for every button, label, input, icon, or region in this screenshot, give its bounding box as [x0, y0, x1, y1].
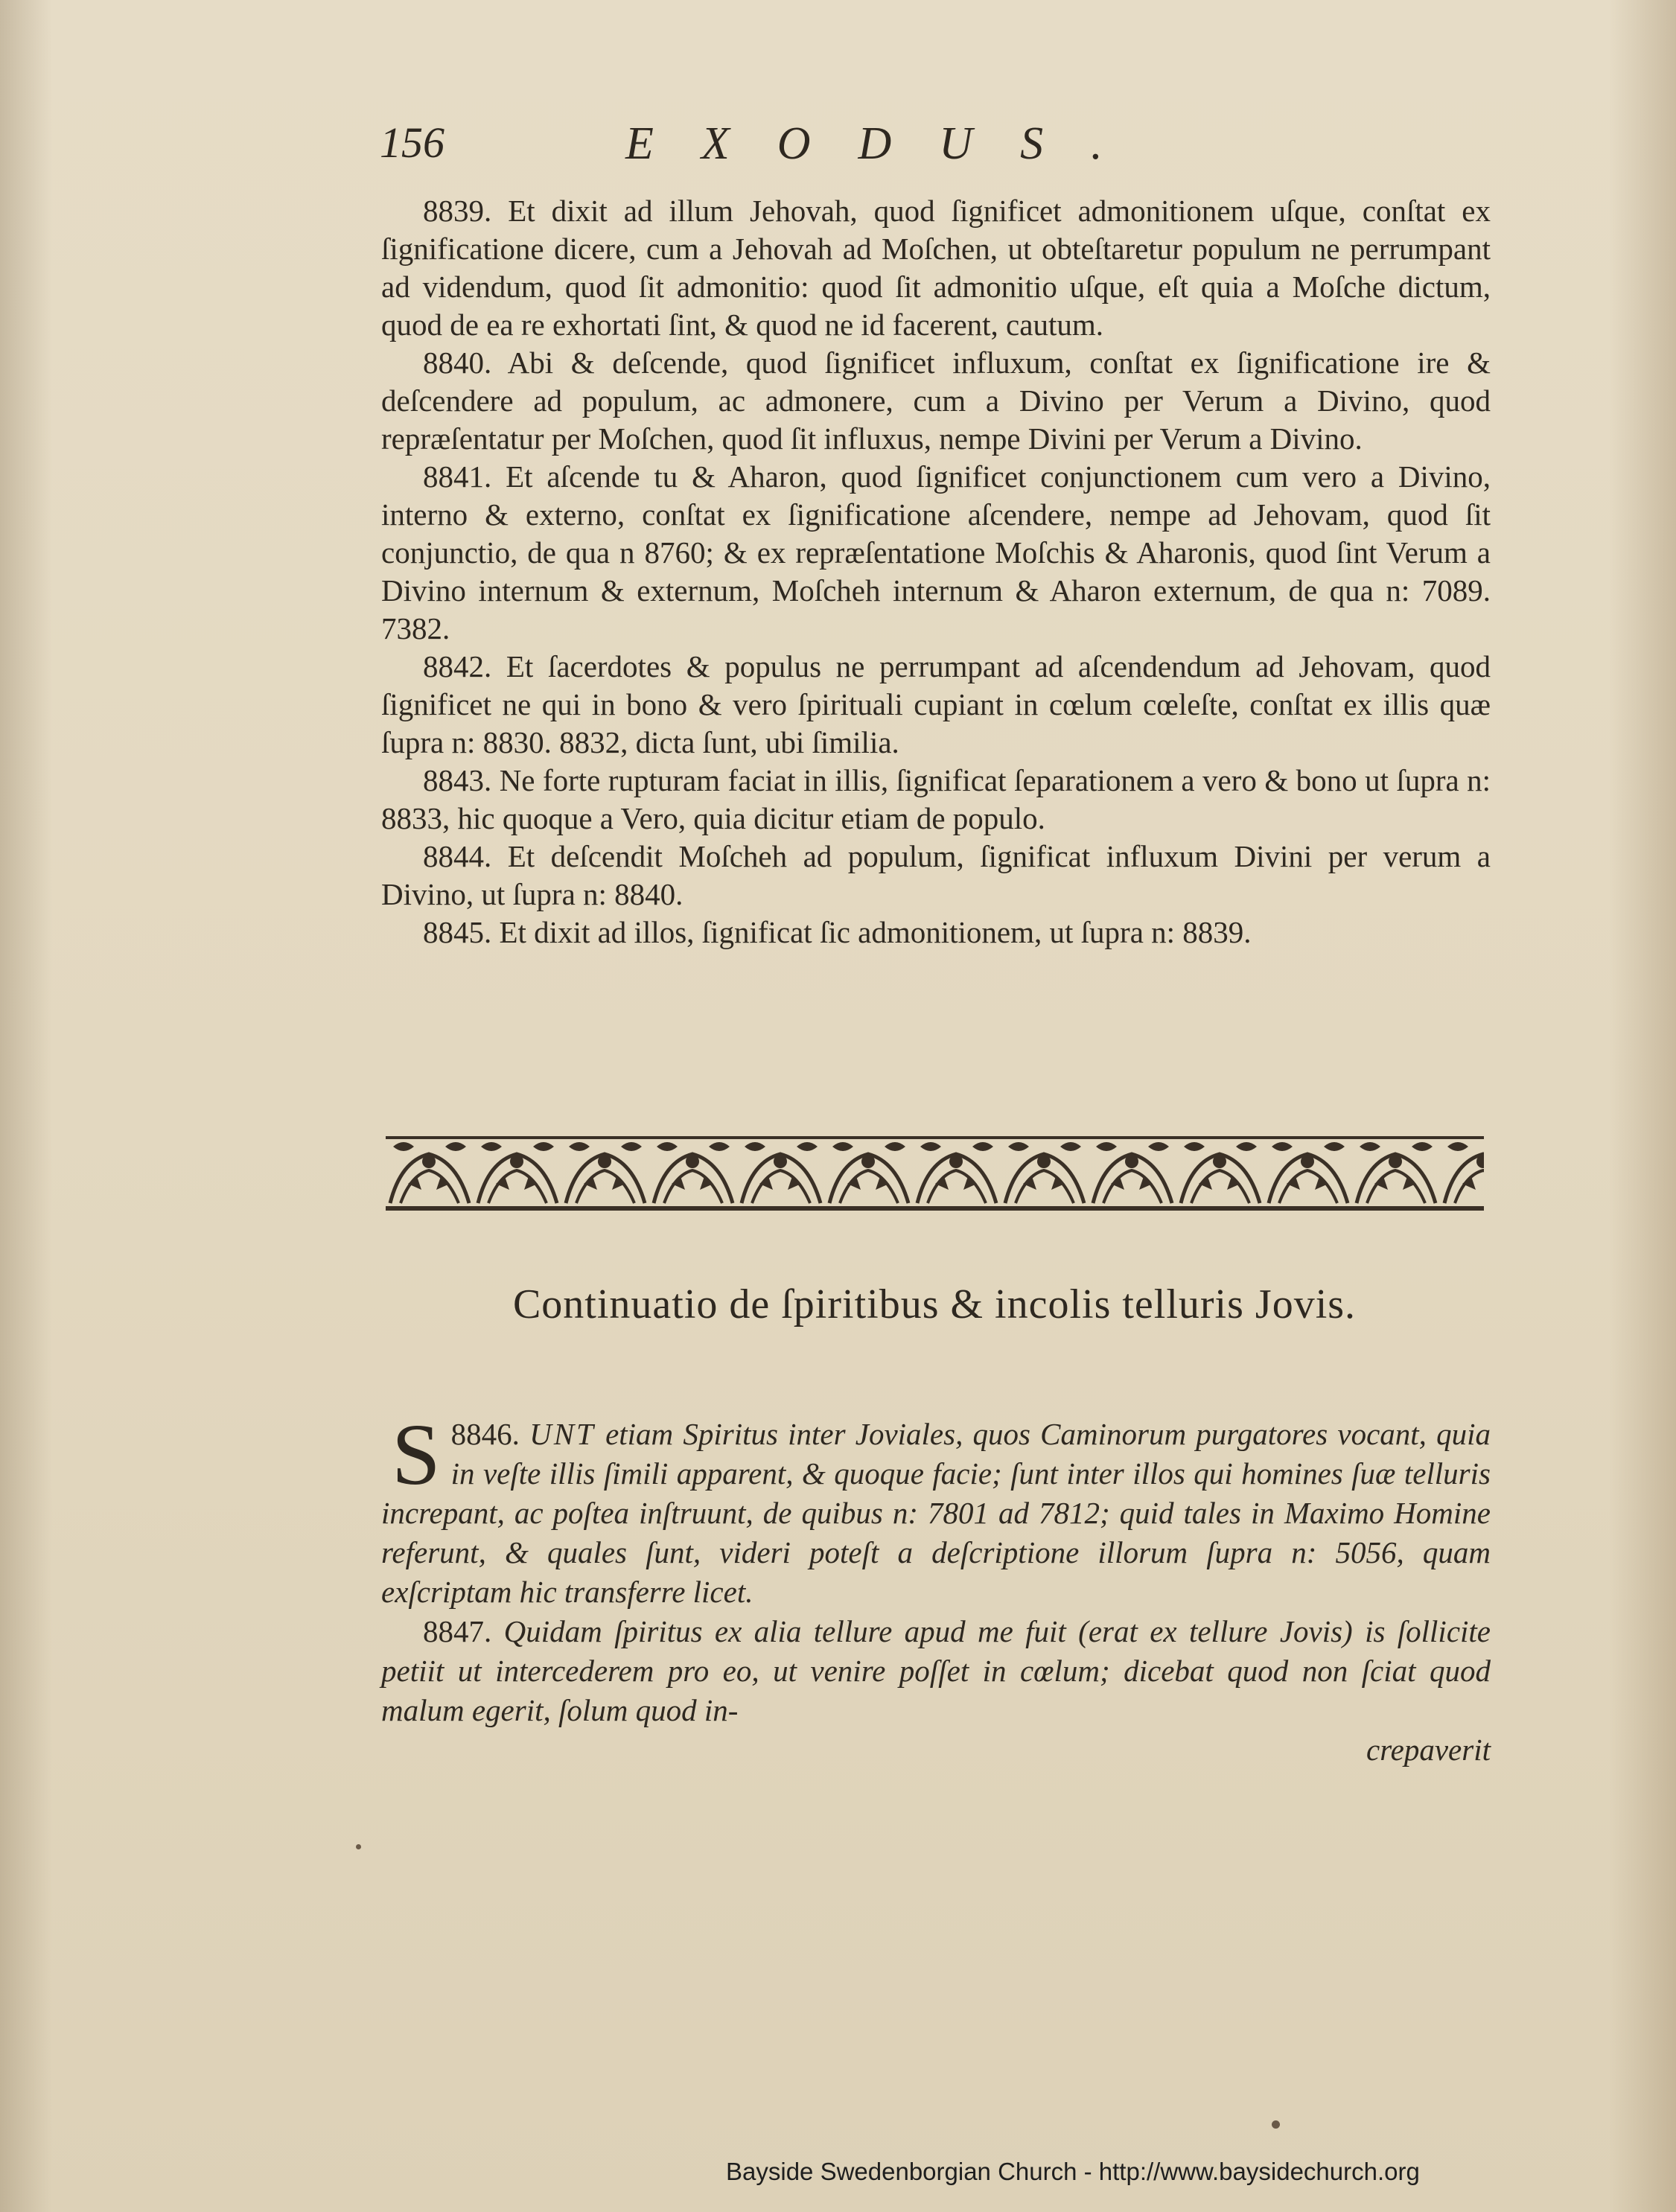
- section-title: Continuatio de ſpiritibus & incolis telluris Jovis.: [512, 1281, 1357, 1327]
- drop-cap: S: [392, 1406, 441, 1503]
- paragraph-8845: [381, 914, 1491, 952]
- page-speck: [356, 1844, 361, 1849]
- paragraph-8844: [381, 838, 1491, 914]
- catchword: crepaverit: [1366, 1733, 1491, 1767]
- paragraph-text: Quidam ſpiritus ex alia tellure apud me fuit (erat ex tellure Jovis) is ſollicite petiit ut intercederem pro eo, ut venire poſſet in cœlum; dicebat quod non ſciat quod malum egerit, ſolum quod in-: [381, 1614, 1491, 1727]
- running-title: EXODUS.: [625, 118, 1150, 169]
- page-speck: [1272, 2120, 1280, 2129]
- paragraph-text: Ne forte rupturam faciat in illis, ſignificat ſeparationem a vero & bono ut ſupra n: 8833, hic quoque a Vero, quia dicitur etiam de populo.: [381, 763, 1491, 835]
- paragraph-text: etiam Spiritus inter Joviales, quos Caminorum purgatores vocant, quia in veſte illis ſimili apparent, & quoque facie; ſunt inter illos qui homines ſuæ telluris increpant, ac poſtea inſtruunt, de quibus n: 7801 ad 7812; quid tales in Maximo Homine referunt, & quales ſunt, videri poteſt a deſcriptione illorum ſupra n: 5056, quam exſcriptam hic transferre licet.: [381, 1417, 1491, 1609]
- page-header: [380, 112, 1489, 194]
- paragraph-text: Et dixit ad illum Jehovah, quod ſignificet admonitionem uſque, conſtat ex ſignificatione dicere, cum a Jehovah ad Moſchen, ut obteſtaretur populum ne perrumpant ad videndum, quod ſit admonitio: quod ſit admonitio uſque, eſt quia a Moſche dictum, quod de ea re exhortati ſint, & quod ne id facerent, cautum.: [381, 194, 1491, 342]
- paragraph-text: Et deſcendit Moſcheh ad populum, ſignificat influxum Divini per verum a Divino, ut ſupra n: 8840.: [381, 839, 1491, 911]
- paragraph-number: 8842.: [423, 649, 492, 683]
- paragraph-text: Et ſacerdotes & populus ne perrumpant ad aſcendendum ad Jehovam, quod ſignificet ne qui in bono & vero ſpirituali cupiant in cœlum cœleſte, conſtat ex illis quæ ſupra n: 8830. 8832, dicta ſunt, ubi ſimilia.: [381, 649, 1491, 759]
- page-number: 156: [380, 118, 445, 167]
- paragraph-number: 8843.: [423, 763, 492, 797]
- decorative-ornament-band: [386, 1132, 1484, 1221]
- paragraph-text: Et aſcende tu & Aharon, quod ſignificet conjunctionem cum vero a Divino, interno & externo, conſtat ex ſignificatione aſcendere, nempe ad Jehovam, quod ſit conjunctio, de qua n 8760; & ex repræſentatione Moſchis & Aharonis, quod ſint Verum a Divino internum & externum, Moſcheh internum & Aharon externum, de qua n: 7089. 7382.: [381, 459, 1491, 646]
- small-caps-word: UNT: [529, 1417, 596, 1451]
- paragraph-8839: [381, 192, 1491, 344]
- paragraph-number: 8840.: [423, 345, 492, 380]
- paragraph-number: 8839.: [423, 194, 492, 228]
- paragraph-number: 8846.: [450, 1417, 520, 1451]
- watermark-credit: Bayside Swedenborgian Church - http://www.baysidechurch.org: [726, 2158, 1420, 2185]
- paragraph-8840: [381, 344, 1491, 458]
- paragraph-8842: [381, 648, 1491, 762]
- paragraph-text: Abi & deſcende, quod ſignificet influxum, conſtat ex ſignificatione ire & deſcendere ad populum, ac admonere, cum a Divino per Verum a Divino, quod repræſentatur per Moſchen, quod ſit influxus, nempe Divini per Verum a Divino.: [381, 345, 1491, 456]
- paragraph-8846: [381, 1406, 1491, 1612]
- paragraph-number: 8845.: [423, 915, 492, 949]
- paragraph-text: Et dixit ad illos, ſignificat ſic admonitionem, ut ſupra n: 8839.: [499, 915, 1252, 949]
- top-text-block: [381, 192, 1491, 952]
- paragraph-number: 8847.: [423, 1614, 492, 1648]
- paragraph-8847: [381, 1612, 1491, 1730]
- paragraph-number: 8844.: [423, 839, 492, 873]
- bottom-text-block: [381, 1406, 1491, 1770]
- paragraph-8841: [381, 458, 1491, 648]
- paragraph-number: 8841.: [423, 459, 492, 494]
- catchword-line: [381, 1730, 1491, 1770]
- paragraph-8843: [381, 762, 1491, 838]
